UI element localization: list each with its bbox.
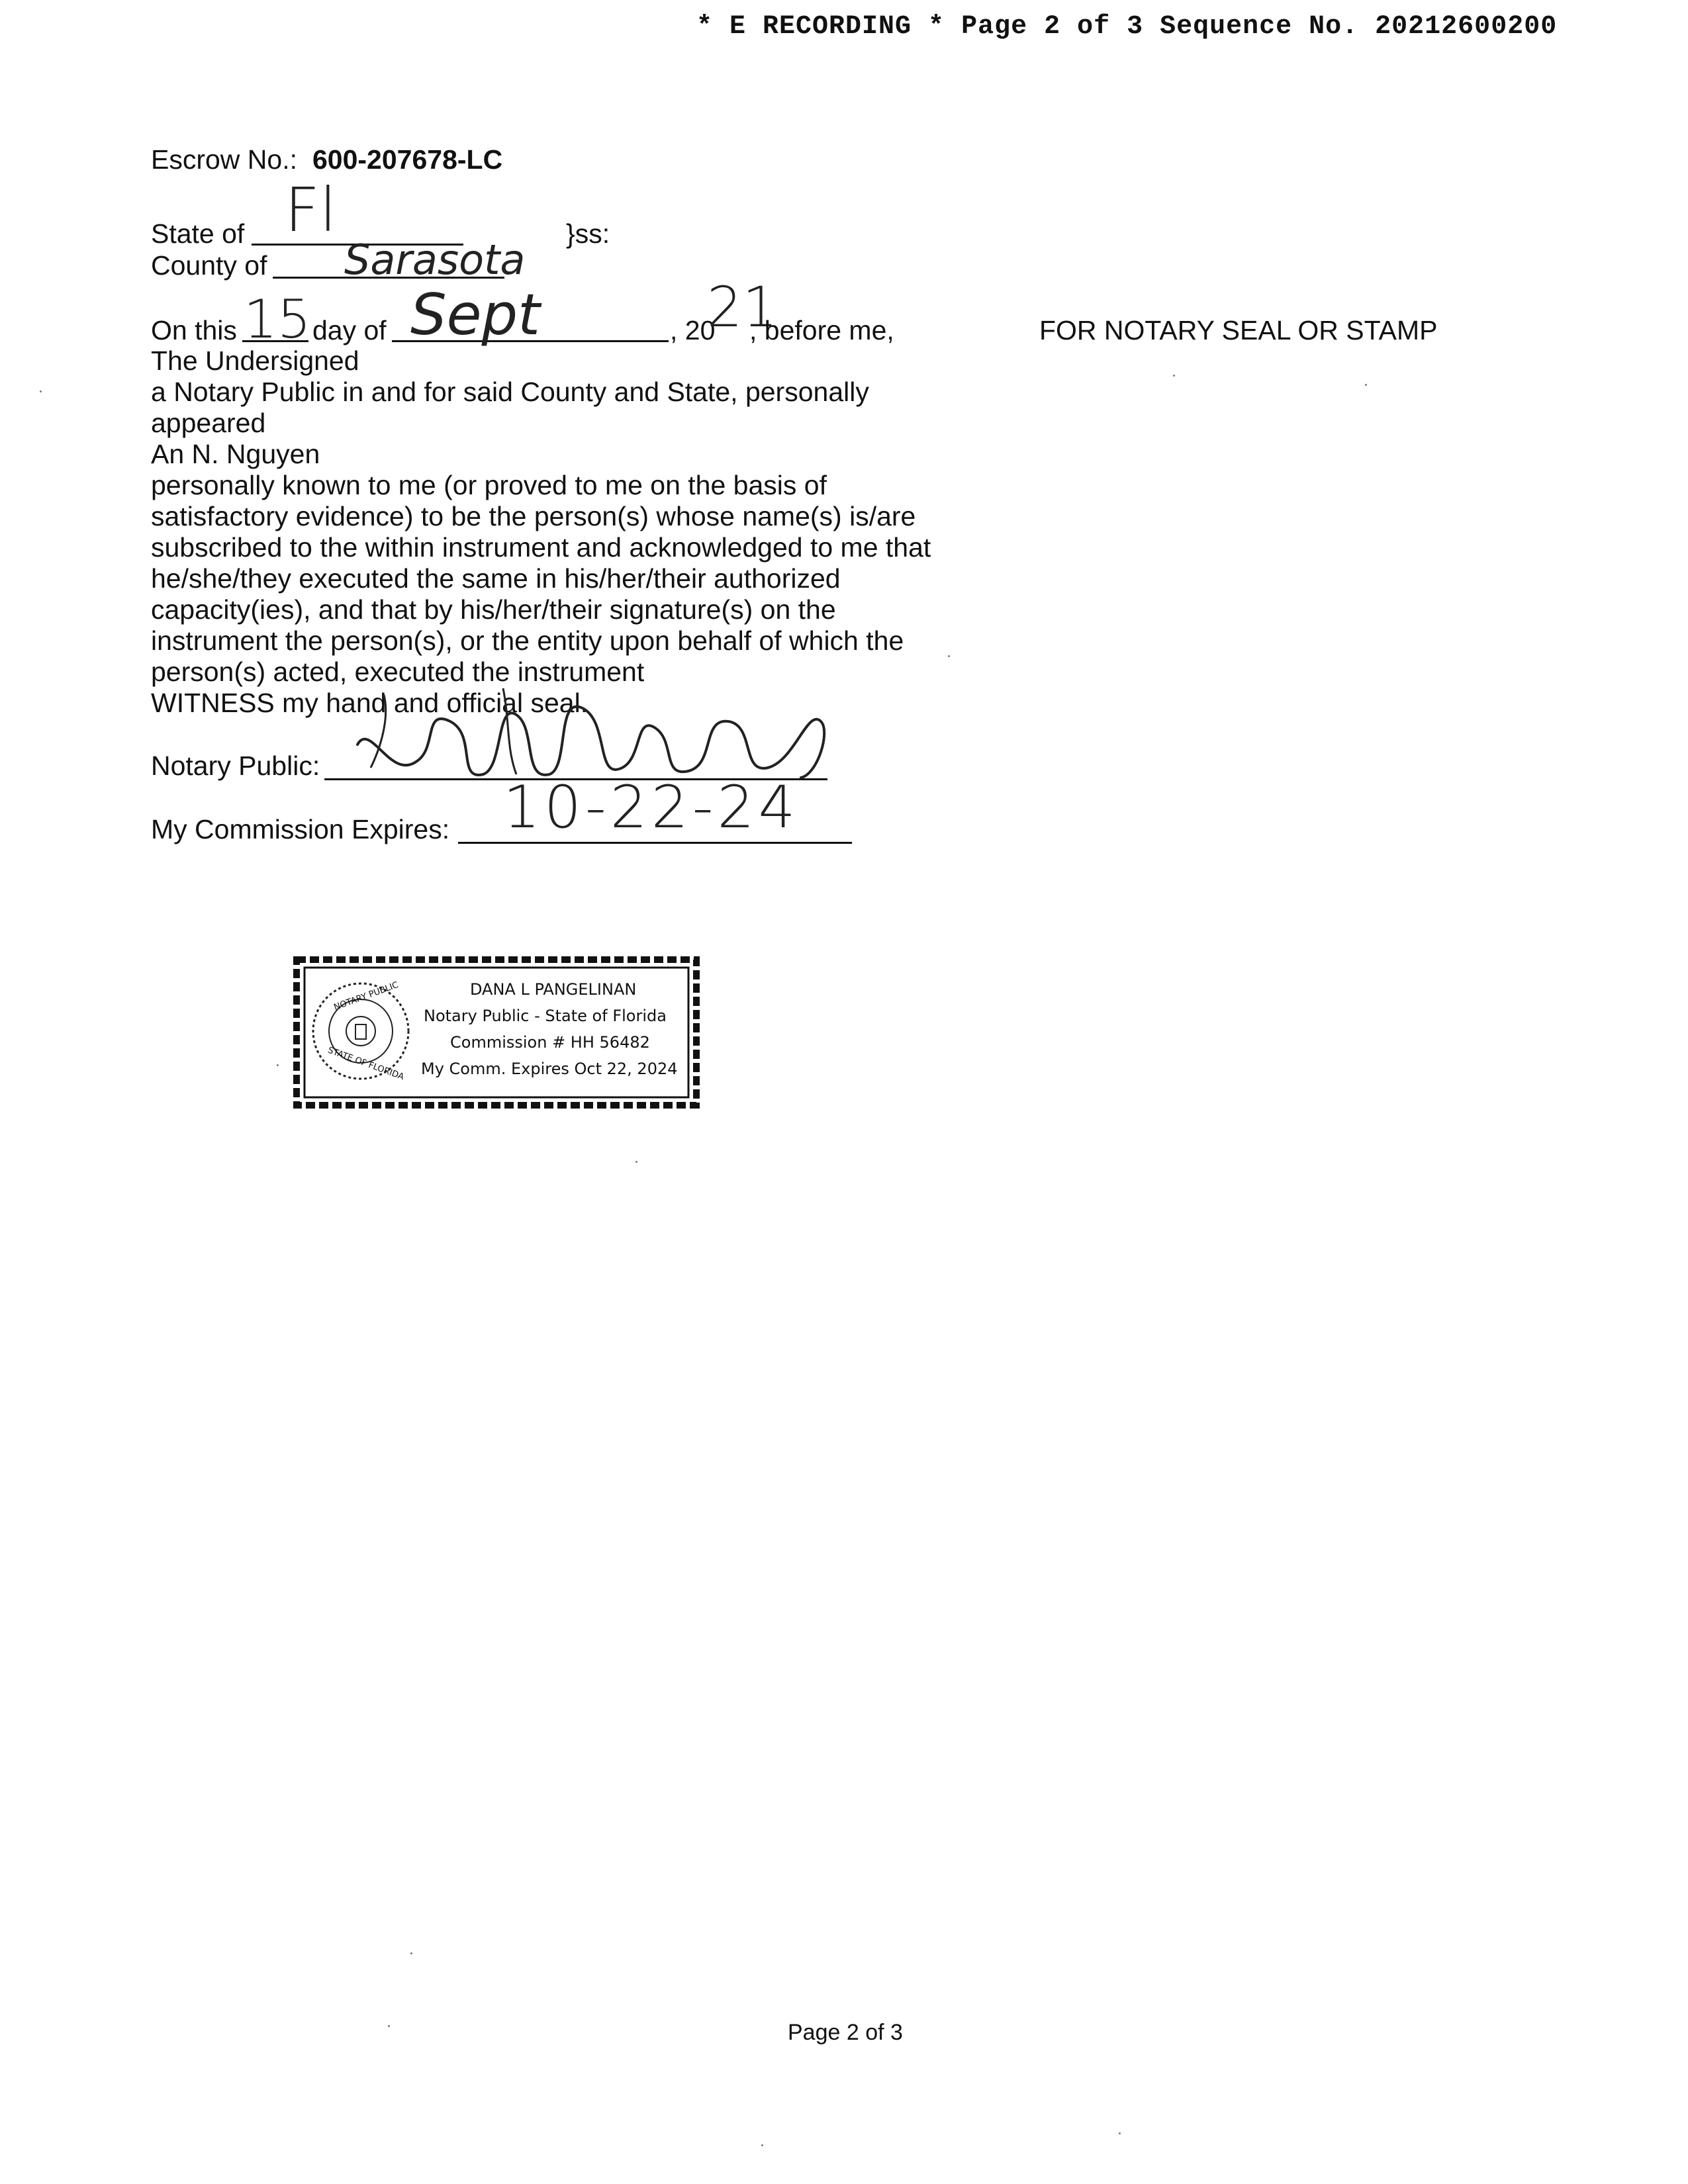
scan-speck bbox=[388, 2025, 390, 2027]
footer-page-number: Page 2 of 3 bbox=[788, 2020, 903, 2045]
ack-line-4: personally known to me (or proved to me on the basis of bbox=[151, 470, 827, 500]
ack-line-11: WITNESS my hand and official seal. bbox=[151, 688, 588, 718]
county-label: County of bbox=[151, 250, 267, 281]
ack-line-6: subscribed to the within instrument and acknowledged to me that bbox=[151, 532, 931, 563]
seal-ring-top: NOTARY PUBLIC bbox=[332, 979, 400, 1013]
commission-label: My Commission Expires: bbox=[151, 814, 450, 844]
scan-speck bbox=[1119, 2132, 1121, 2134]
ack-line-8: capacity(ies), and that by his/her/their signature(s) on the bbox=[151, 594, 836, 625]
scan-speck bbox=[1173, 375, 1175, 377]
state-handwritten: Fl bbox=[285, 175, 337, 246]
escrow-label: Escrow No.: bbox=[151, 144, 297, 175]
state-label: State of bbox=[151, 218, 245, 249]
county-handwritten: Sarasota bbox=[344, 236, 526, 284]
ack-line-3: An N. Nguyen bbox=[151, 439, 320, 469]
day-of-label: day of bbox=[312, 315, 387, 345]
stamp-title: Notary Public - State of Florida bbox=[424, 1007, 667, 1025]
ack-line-9: instrument the person(s), or the entity upon behalf of which the bbox=[151, 625, 904, 656]
notary-stamp bbox=[291, 953, 702, 1112]
day-handwritten: 15 bbox=[244, 289, 311, 350]
ack-line-2: appeared bbox=[151, 408, 266, 438]
ack-line-1: a Notary Public in and for said County and State, personally bbox=[151, 377, 869, 407]
scan-speck bbox=[761, 2144, 763, 2146]
scan-speck bbox=[410, 1952, 412, 1954]
ack-line-7: he/she/they executed the same in his/her/their authorized bbox=[151, 563, 841, 594]
ack-line-5: satisfactory evidence) to be the person(s) whose name(s) is/are bbox=[151, 501, 916, 531]
scan-speck bbox=[635, 1161, 637, 1163]
stamp-name: DANA L PANGELINAN bbox=[470, 980, 637, 999]
year-prefix: , 20 bbox=[670, 315, 716, 345]
ack-line-10: person(s) acted, executed the instrument bbox=[151, 657, 645, 687]
on-this-label: On this bbox=[151, 315, 237, 345]
before-me-text: , before me, bbox=[749, 315, 894, 345]
seal-ring-bottom: STATE OF FLORIDA bbox=[326, 1045, 406, 1083]
year-handwritten: 21 bbox=[707, 275, 778, 340]
recording-header: * E RECORDING * Page 2 of 3 Sequence No. 20212600200 bbox=[696, 12, 1558, 42]
scan-speck bbox=[1365, 384, 1367, 386]
ss-mark: }ss: bbox=[566, 218, 610, 249]
scan-speck bbox=[40, 390, 42, 392]
notary-signature bbox=[344, 682, 834, 788]
stamp-commission: Commission # HH 56482 bbox=[450, 1033, 650, 1052]
notary-public-label: Notary Public: bbox=[151, 751, 320, 781]
month-handwritten: Sept bbox=[410, 282, 540, 348]
commission-handwritten: 10-22-24 bbox=[503, 773, 800, 841]
undersigned-text: The Undersigned bbox=[151, 345, 359, 376]
scan-speck bbox=[948, 655, 950, 657]
scan-speck bbox=[277, 1064, 279, 1066]
stamp-expires: My Comm. Expires Oct 22, 2024 bbox=[421, 1060, 678, 1078]
escrow-number: 600-207678-LC bbox=[312, 144, 503, 175]
seal-area-label: FOR NOTARY SEAL OR STAMP bbox=[1039, 315, 1438, 345]
commission-underline bbox=[458, 842, 852, 844]
